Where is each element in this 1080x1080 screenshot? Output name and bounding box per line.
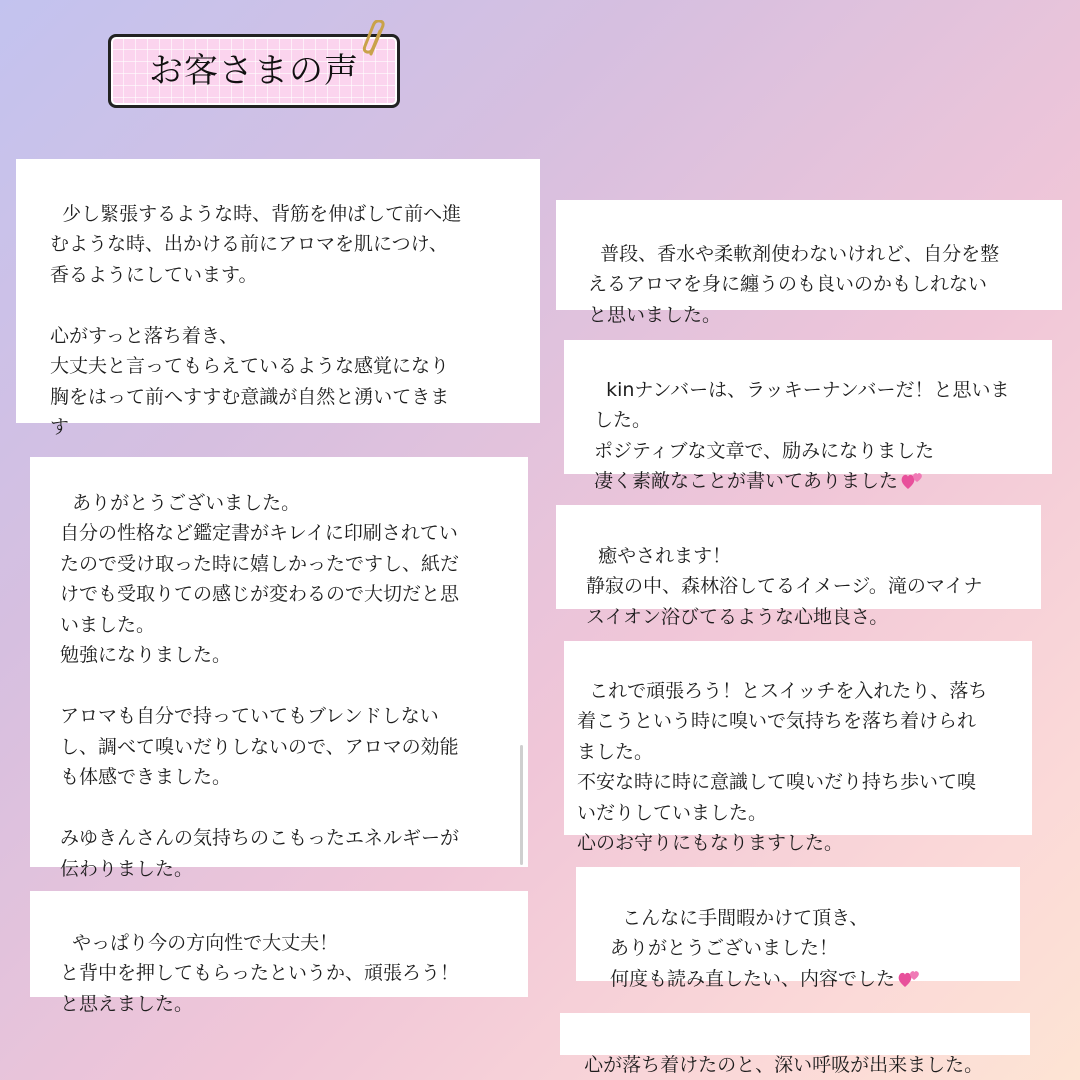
review-text: こんなに手間暇かけて頂き、 ありがとうございました！ 何度も読み直したい、内容でした — [610, 906, 896, 990]
review-card-5 — [564, 340, 1052, 492]
review-card-8 — [576, 867, 1020, 990]
review-card-1 — [16, 159, 540, 438]
review-text: 心が落ち着けたのと、深い呼吸が出来ました。 — [584, 1053, 984, 1076]
review-card-4 — [556, 200, 1062, 326]
paperclip-icon — [362, 20, 390, 60]
title-badge — [108, 34, 400, 108]
review-card-7 — [564, 641, 1032, 854]
review-text: kinナンバーは、ラッキーナンバーだ！と思いま した。 ポジティブな文章で、励みになりました 凄く素敵なことが書いてありました — [594, 378, 1010, 492]
two-hearts-icon — [900, 469, 924, 491]
review-text: これで頑張ろう！とスイッチを入れたり、落ち 着こうという時に嗅いで気持ちを落ち着けられ ました。 不安な時に時に意識して嗅いだり持ち歩いて嗅 いだりしていました。 心のお守りにもなりますした。 — [577, 679, 988, 854]
review-text: やっぱり今の方向性で大丈夫！ と背中を押してもらったというか、頑張ろう！ と思えました。 — [60, 931, 460, 1015]
review-text: 普段、香水や柔軟剤使わないけれど、自分を整 えるアロマを身に纏うのも良いのかもしれない と思いました。 — [588, 242, 1000, 326]
review-text: 癒やされます！ 静寂の中、森林浴してるイメージ。滝のマイナ スイオン浴びてるような心地良さ。 — [586, 544, 983, 628]
review-card-3 — [30, 891, 528, 1015]
review-card-9 — [560, 1013, 1030, 1076]
review-card-2 — [30, 457, 528, 880]
two-hearts-icon — [897, 967, 921, 989]
review-text: ありがとうございました。 自分の性格など鑑定書がキレイに印刷されてい たので受け取った時に嬉しかったですし、紙だ けでも受取りての感じが変わるので大切だと思 いました。 勉強になりました。 アロマも自分で持っていてもブレンドしない し、調べて嗅いだりしないので、アロマの効能 も体感できました。 みゆきんさんの気持ちのこもったエネルギーが 伝わりました。 — [60, 491, 460, 880]
review-card-6 — [556, 505, 1041, 628]
review-text: 少し緊張するような時、背筋を伸ばして前へ進 むような時、出かける前にアロマを肌につけ、 香るようにしています。 心がすっと落ち着き、 大丈夫と言ってもらえているような感覚になり 胸をはって前へすすむ意識が自然と湧いてきま す — [50, 202, 462, 438]
page-title: お客さまの声 — [149, 51, 359, 91]
scrollbar[interactable] — [520, 745, 523, 865]
